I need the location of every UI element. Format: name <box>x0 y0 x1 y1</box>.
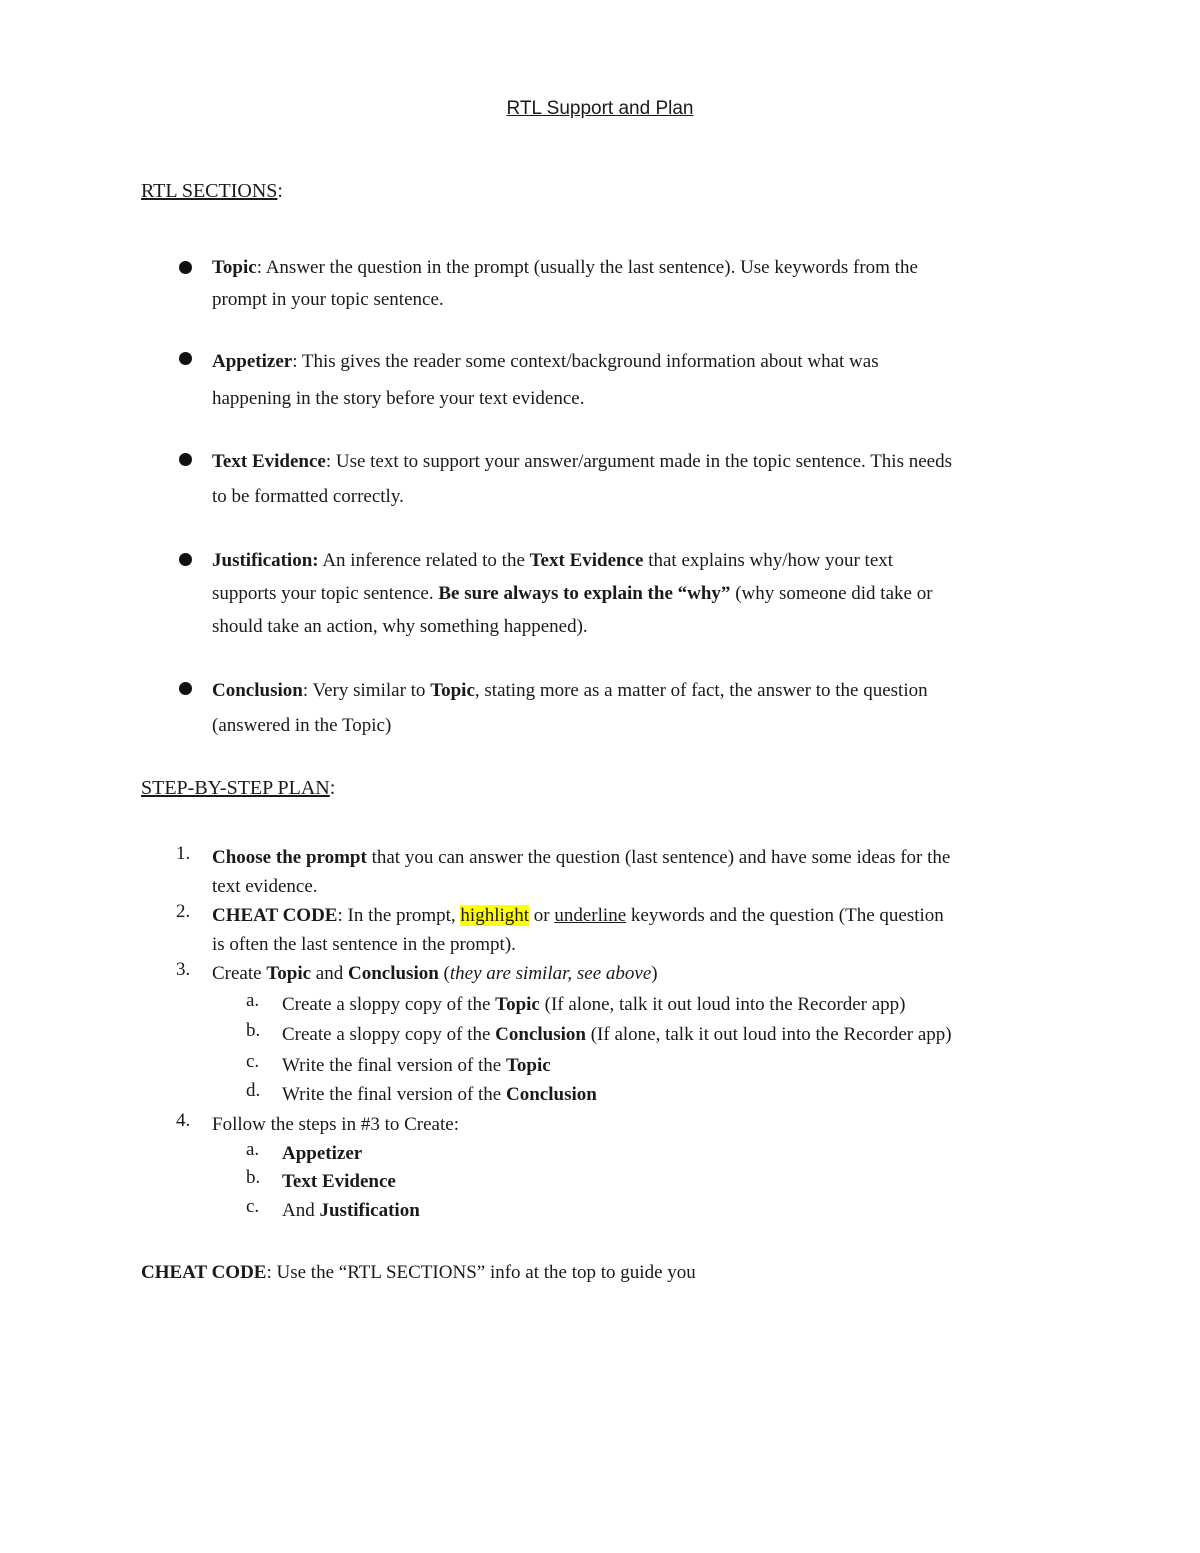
bullet-icon <box>179 553 192 566</box>
bullet-icon <box>179 352 192 365</box>
bullet-icon <box>179 261 192 274</box>
cheat-code-note: CHEAT CODE: Use the “RTL SECTIONS” info at the top to guide you <box>141 1262 696 1283</box>
bullet-icon <box>179 682 192 695</box>
page-title: RTL Support and Plan <box>506 98 694 119</box>
sections-heading: RTL SECTIONS: <box>141 180 283 202</box>
plan-heading: STEP-BY-STEP PLAN: <box>141 777 336 799</box>
document-page: RTL Support and Plan RTL SECTIONS: Topic: Answer the question in the prompt (usually the last sentence). Use keywords from the prompt in your topic sentence. Appetizer: This gives the reader some context/background information about what was happening in the story before your text evidence. Text Evidence: Use text to support your answer/argument made in the topic sentence. This needs to be formatted correctly. Justification: An inference related to the Text Evidence that explains why/how your text supports your topic sentence. Be sure always to explain the “why” (why someone did take or should take an action, why something happened). Conclusion: Very similar to Topic, stating more as a matter of fact, the answer to the question (answered in the Topic) STEP-BY-STEP PLAN: 1. Choose the prompt that you can answer the question (last sentence) and have some ideas for the text evidence. 2. CHEAT CODE: In the prompt, highlight or underline keywords and the question (The question is often the last sentence in the prompt). 3. Create Topic and Conclusion (they are similar, see above) a. Create a sloppy copy of the Topic (If alone, talk it out loud into the Recorder app) b. Create a sloppy copy of the Conclusion (If alone, talk it out loud into the Recorder app) c. Write the final version of the Topic d. Write the final version of the Conclusion 4. Follow the steps in #3 to Create: a. Appetizer b. Text Evidence c. And Justification CHEAT CODE: Use the “RTL SECTIONS” info at the top to guide you <box>0 0 1200 1553</box>
bullet-icon <box>179 453 192 466</box>
